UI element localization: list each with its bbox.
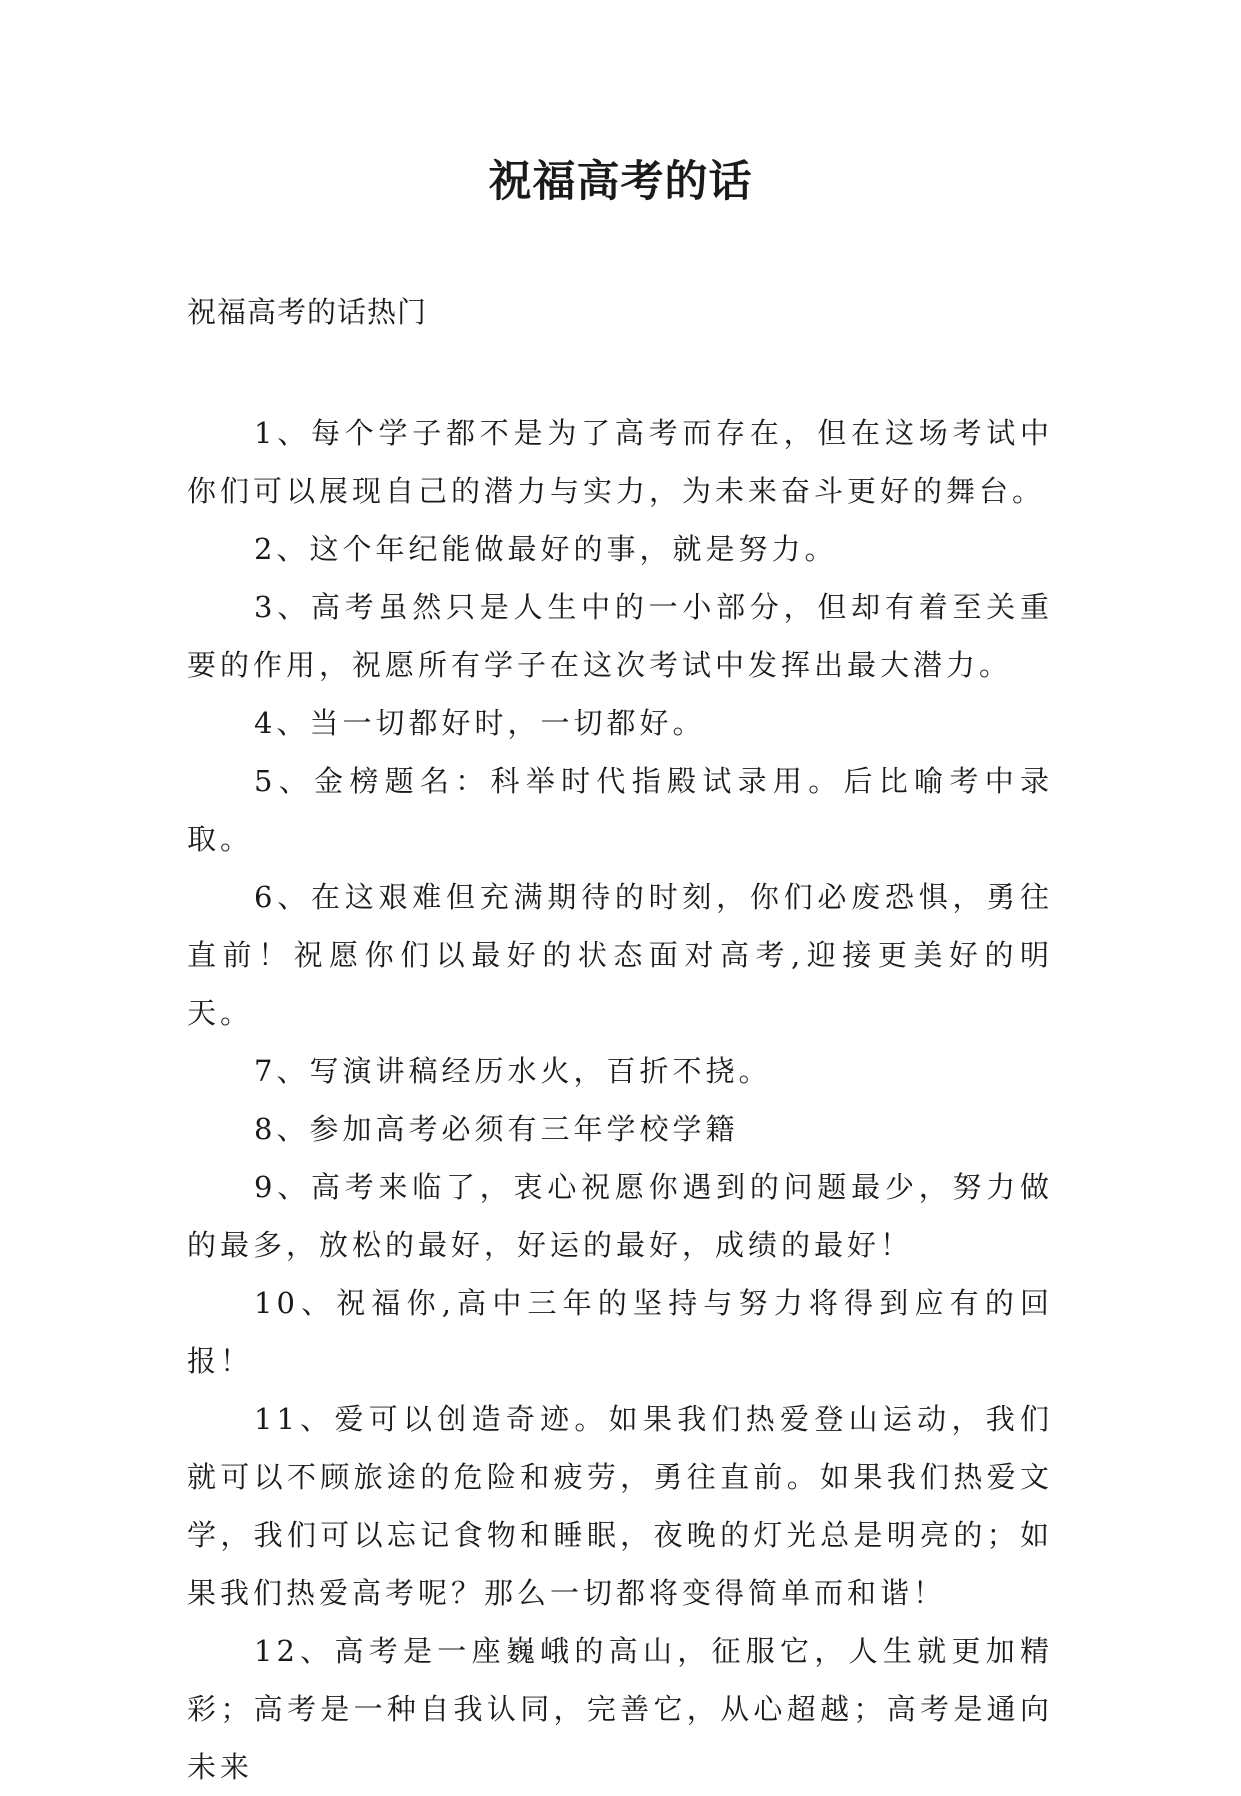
document-body bbox=[187, 404, 1053, 1796]
paragraph-1: 1、每个学子都不是为了高考而存在，但在这场考试中你们可以展现自己的潜力与实力，为未来奋斗更好的舞台。 bbox=[187, 416, 1053, 508]
paragraph-8: 8、参加高考必须有三年学校学籍 bbox=[254, 1112, 739, 1146]
paragraph-9: 9、高考来临了，衷心祝愿你遇到的问题最少，努力做的最多，放松的最好，好运的最好，成绩的最好！ bbox=[187, 1170, 1053, 1262]
paragraph-6: 6、在这艰难但充满期待的时刻，你们必废恐惧，勇往直前！祝愿你们以最好的状态面对高考,迎接更美好的明天。 bbox=[187, 880, 1053, 1030]
paragraph-12: 12、高考是一座巍峨的高山，征服它，人生就更加精彩；高考是一种自我认同，完善它，从心超越；高考是通向未来 bbox=[187, 1634, 1053, 1784]
paragraph-11: 11、爱可以创造奇迹。如果我们热爱登山运动，我们就可以不顾旅途的危险和疲劳，勇往直前。如果我们热爱文学，我们可以忘记食物和睡眠，夜晚的灯光总是明亮的；如果我们热爱高考呢？那么一切都将变得简单而和谐！ bbox=[187, 1402, 1053, 1610]
paragraph-2: 2、这个年纪能做最好的事，就是努力。 bbox=[254, 532, 838, 566]
document-title: 祝福高考的话 bbox=[488, 157, 753, 207]
paragraph-5: 5、金榜题名：科举时代指殿试录用。后比喻考中录取。 bbox=[187, 764, 1053, 856]
paragraph-7: 7、写演讲稿经历水火，百折不挠。 bbox=[254, 1054, 772, 1088]
paragraph-4: 4、当一切都好时，一切都好。 bbox=[254, 706, 706, 740]
paragraph-3: 3、高考虽然只是人生中的一小部分，但却有着至关重要的作用，祝愿所有学子在这次考试中发挥出最大潜力。 bbox=[187, 590, 1053, 682]
document-subtitle: 祝福高考的话热门 bbox=[187, 295, 428, 329]
paragraph-10: 10、祝福你,高中三年的坚持与努力将得到应有的回报！ bbox=[187, 1286, 1053, 1378]
